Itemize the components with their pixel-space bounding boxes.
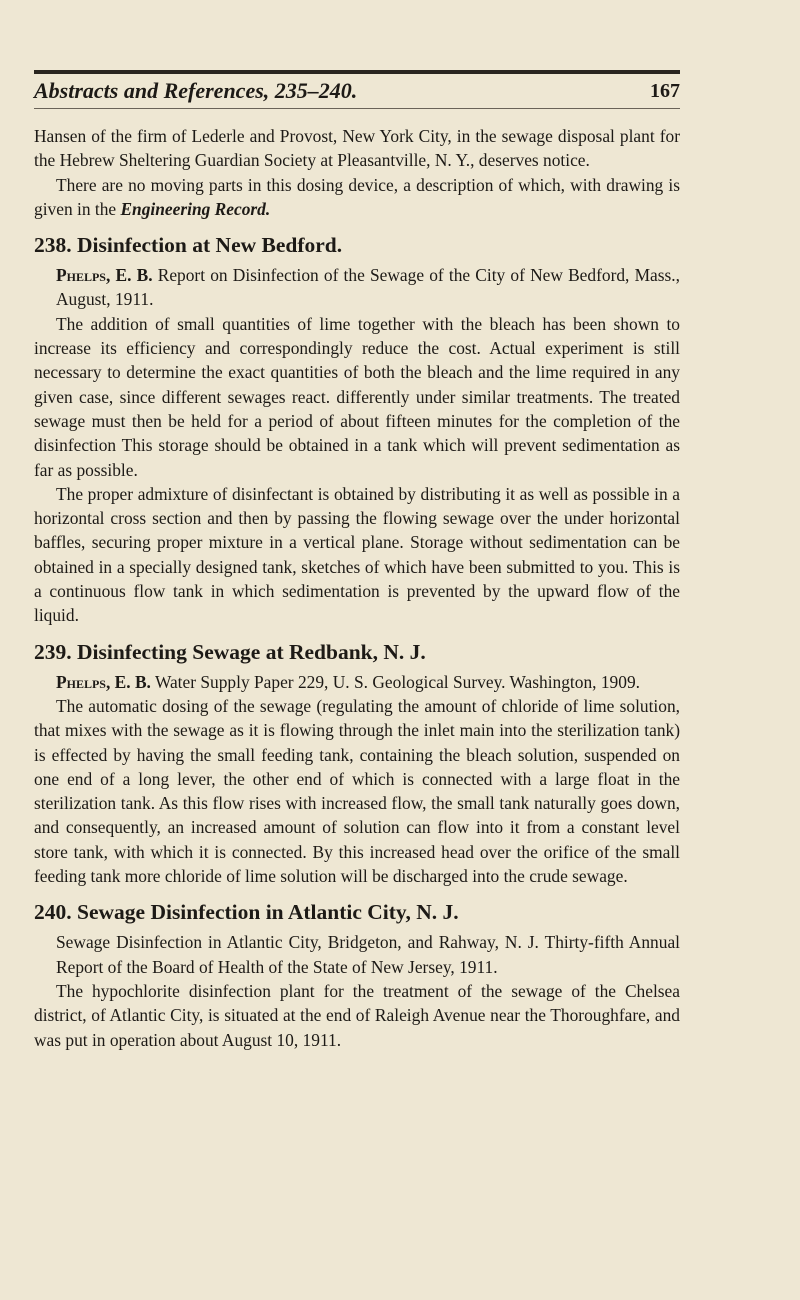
intro-paragraph-2-text: There are no moving parts in this dosing device, a description of which, with drawing is given in the (34, 174, 680, 219)
section-238-reference-text: Report on Disinfection of the Sewage of the City of New Bedford, Mass., August, 1911. (56, 265, 680, 310)
engineering-record-citation: Engineering Record. (120, 198, 271, 219)
section-238-reference (34, 263, 680, 312)
section-239-reference-text: Water Supply Paper 229, U. S. Geological Survey. Washington, 1909. (150, 671, 640, 692)
section-239-reference (34, 670, 680, 694)
section-240-heading: 240. Sewage Disinfection in Atlantic City, N. J. (34, 900, 459, 925)
page-body (34, 124, 680, 1052)
section-239-author: Phelps, E. B. (56, 671, 151, 692)
section-238-author: Phelps, E. B. (56, 265, 153, 286)
section-239-paragraph-1: The automatic dosing of the sewage (regulating the amount of chloride of lime solution, that mixes with the sewage as it is flowing through the inlet main into the sterilization tank) is effected by having the small feeding tank, containing the bleach solution, suspended on one end of a long lever, the other end of which is connected with a large float in the sterilization tank. As this flow rises with increased flow, the small tank naturally goes down, and consequently, an increased amount of solution can flow into it from a constant level store tank, with which it is connected. By this increased head over the orifice of the small feeding tank more chloride of lime solution will be discharged into the crude sewage. (34, 695, 680, 887)
section-238-heading: 238. Disinfection at New Bedford. (34, 233, 343, 258)
section-238-paragraph-2: The proper admixture of disinfectant is obtained by distributing it as well as possible in a horizontal cross section and then by passing the flowing sewage over the under horizontal baffles, securing proper mixture in a vertical plane. Storage without sedimentation can be obtained in a specially designed tank, sketches of which have been submitted to you. This is a continuous flow tank in which sedimentation is prevented by the upward flow of the liquid. (34, 483, 680, 626)
page-number: 167 (650, 79, 680, 102)
running-head: Abstracts and References, 235–240. (34, 78, 358, 103)
section-239-heading: 239. Disinfecting Sewage at Redbank, N. J. (34, 639, 426, 664)
section-240-paragraph-1: The hypochlorite disinfection plant for the treatment of the sewage of the Chelsea district, of Atlantic City, is situated at the end of Raleigh Avenue near the Thoroughfare, and was put in operation about August 10, 1911. (34, 980, 680, 1050)
intro-paragraph-1: Hansen of the firm of Lederle and Provost, New York City, in the sewage disposal plant for the Hebrew Sheltering Guardian Society at Pleasantville, N. Y., deserves notice. (34, 126, 680, 171)
section-238-paragraph-1: The addition of small quantities of lime together with the bleach has been shown to increase its efficiency and correspondingly reduce the cost. Actual experiment is still necessary to determine the exact quantities of both the bleach and the lime required in any given case, since different sewages react. differently under similar treatments. The treated sewage must then be held for a period of about fifteen minutes for the completion of the disinfection This storage should be obtained in a tank which will prevent sedimentation as far as possible. (34, 313, 680, 480)
page-header (34, 74, 680, 109)
intro-paragraph-2 (34, 173, 680, 222)
section-240-reference: Sewage Disinfection in Atlantic City, Bridgeton, and Rahway, N. J. Thirty-fifth Annual Report of the Board of Health of the State of New Jersey, 1911. (56, 932, 680, 977)
